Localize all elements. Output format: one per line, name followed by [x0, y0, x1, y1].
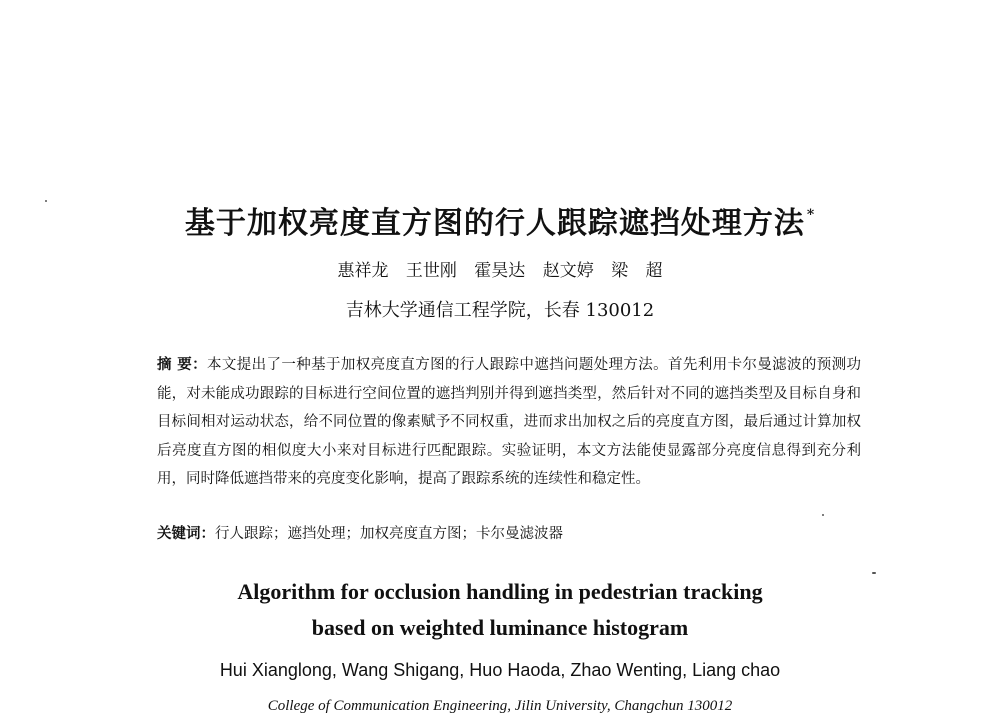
- scan-speck: [822, 514, 824, 516]
- abstract-zh: [157, 351, 861, 494]
- paper-title-en: [0, 574, 1000, 646]
- keywords-text: 行人跟踪；遮挡处理；加权亮度直方图；卡尔曼滤波器: [215, 526, 563, 542]
- keywords-label: 关键词：: [157, 526, 215, 542]
- paper-title-en-line2: based on weighted luminance histogram: [311, 615, 689, 640]
- title-footnote-mark: *: [806, 207, 816, 223]
- paper-title-zh: [0, 198, 1000, 242]
- affiliation-en: College of Communication Engineering, Jilin University, Changchun 130012: [267, 698, 733, 714]
- abstract-text: 本文提出了一种基于加权亮度直方图的行人跟踪中遮挡问题处理方法。首先利用卡尔曼滤波的预测功能，对未能成功跟踪的目标进行空间位置的遮挡判别并得到遮挡类型，然后针对不同的遮挡类型及目标自身和目标间相对运动状态，给不同位置的像素赋予不同权重，进而求出加权之后的亮度直方图，最后通过计算加权后亮度直方图的相似度大小来对目标进行匹配跟踪。实验证明，本文方法能使显露部分亮度信息得到充分利用，同时降低遮挡带来的亮度变化影响，提高了跟踪系统的连续性和稳定性。: [157, 357, 861, 487]
- keywords-zh: [157, 520, 861, 548]
- authors-en: Hui Xianglong, Wang Shigang, Huo Haoda, Zhao Wenting, Liang chao: [219, 660, 781, 680]
- paper-title-zh-text: 基于加权亮度直方图的行人跟踪遮挡处理方法: [184, 206, 805, 241]
- authors-zh: 惠祥龙 王世刚 霍昊达 赵文婷 梁 超: [337, 261, 663, 281]
- scan-speck: [872, 572, 876, 574]
- affiliation-zh: 吉林大学通信工程学院，长春 130012: [345, 300, 655, 321]
- abstract-label: 摘 要：: [157, 357, 208, 373]
- scan-speck: [45, 200, 47, 202]
- paper-title-en-line1: Algorithm for occlusion handling in pedestrian tracking: [237, 579, 763, 604]
